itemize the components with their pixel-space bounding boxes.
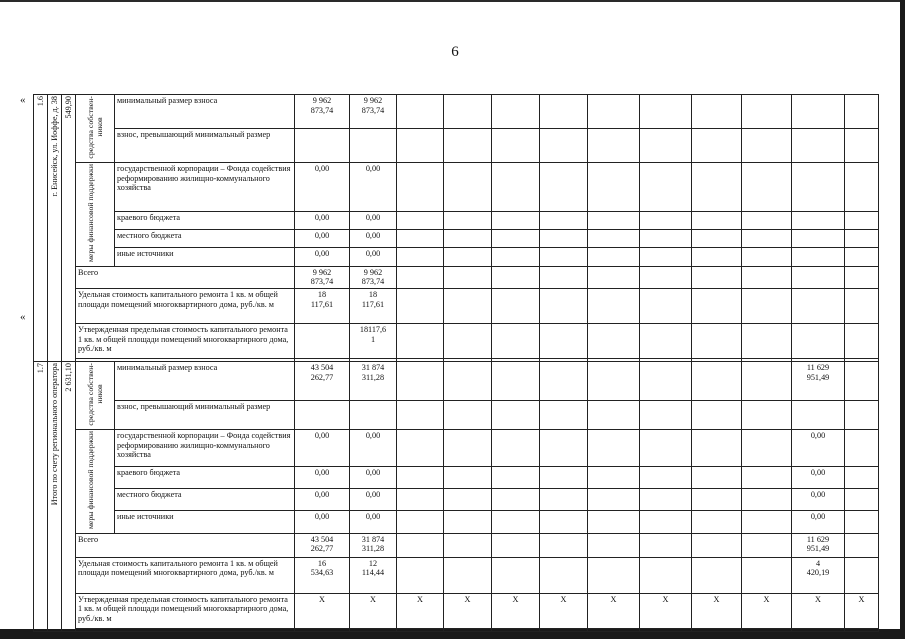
x-mark: X <box>588 593 640 628</box>
local-label: местного бюджета <box>115 489 295 511</box>
address-cell <box>48 95 62 362</box>
value-cell: 9 962 873,74 <box>350 266 397 288</box>
scan-top-edge <box>0 0 905 2</box>
total-label: Всего <box>76 533 295 557</box>
table-row <box>34 248 879 266</box>
min-fee-label: минимальный размер взноса <box>115 95 295 129</box>
value-cell: 18 117,61 <box>350 289 397 324</box>
value-cell: 0,00 <box>350 430 397 467</box>
table-row <box>34 129 879 163</box>
scan-right-edge <box>900 0 905 639</box>
address: г. Енисейск, ул. Иоффе, д. 38 <box>50 96 59 197</box>
value-cell: 0,00 <box>350 511 397 533</box>
table-row <box>34 362 879 401</box>
table-row <box>34 211 879 229</box>
address: Итого по счету регионального оператора <box>50 363 59 506</box>
local-label: местного бюджета <box>115 229 295 247</box>
quote-mark-1: « <box>20 94 26 106</box>
value-cell: 0,00 <box>350 229 397 247</box>
fund-label: государственной корпорации – Фонда содействия реформированию жилищно-коммунального хозяйства <box>115 430 295 467</box>
owners-funds-label: средства собствен- ников <box>86 363 104 426</box>
x-mark: X <box>295 593 350 628</box>
table-row <box>34 430 879 467</box>
value-cell: 0,00 <box>295 229 350 247</box>
quote-mark-2: « <box>20 311 26 323</box>
value-cell: 43 504 262,77 <box>295 533 350 557</box>
value-cell: 4 420,19 <box>792 557 845 593</box>
support-label: меры финансовой поддержки <box>86 164 95 263</box>
area: 549,90 <box>64 96 73 119</box>
x-mark: X <box>397 593 444 628</box>
value-cell: 31 874 311,28 <box>350 362 397 401</box>
value-cell: 0,00 <box>350 466 397 488</box>
value-cell: 9 962 873,74 <box>350 95 397 129</box>
table-row <box>34 401 879 430</box>
table-row <box>34 466 879 488</box>
value-cell: 43 504 262,77 <box>295 362 350 401</box>
owners-funds-label: средства собствен- ников <box>86 96 104 159</box>
repair-cost-table <box>33 94 879 632</box>
value-cell: 0,00 <box>295 163 350 211</box>
area-cell <box>62 362 76 632</box>
value-cell: 0,00 <box>792 511 845 533</box>
x-mark: X <box>444 593 492 628</box>
value-cell: 0,00 <box>350 211 397 229</box>
min-fee-label: минимальный размер взноса <box>115 362 295 401</box>
over-min-label: взнос, превышающий минимальный размер <box>115 129 295 163</box>
value-cell: 0,00 <box>295 466 350 488</box>
page-number: 6 <box>451 44 459 60</box>
other-label: иные источники <box>115 511 295 533</box>
row-number-cell <box>34 95 48 362</box>
regional-label: краевого бюджета <box>115 211 295 229</box>
x-mark: X <box>540 593 588 628</box>
row-number: 1.6 <box>36 96 45 107</box>
x-mark: X <box>350 593 397 628</box>
table-row <box>34 511 879 533</box>
value-cell: 12 114,44 <box>350 557 397 593</box>
table-row <box>34 557 879 593</box>
value-cell: 0,00 <box>792 489 845 511</box>
row-number: 1.7 <box>36 363 45 374</box>
area: 2 631,10 <box>64 363 73 392</box>
address-cell <box>48 362 62 632</box>
value-cell: 0,00 <box>792 466 845 488</box>
unit-cost-label: Удельная стоимость капитального ремонта 1 кв. м общей площади помещений многоквартирного дома, руб./кв. м <box>76 557 295 593</box>
x-mark: X <box>492 593 540 628</box>
regional-label: краевого бюджета <box>115 466 295 488</box>
table-row <box>34 266 879 288</box>
total-label: Всего <box>76 266 295 288</box>
owners-funds-cell <box>76 362 115 430</box>
value-cell: 0,00 <box>295 211 350 229</box>
value-cell: 18 117,61 <box>295 289 350 324</box>
x-mark: X <box>742 593 792 628</box>
value-cell: 0,00 <box>295 489 350 511</box>
table-row <box>34 289 879 324</box>
value-cell: 11 629 951,49 <box>792 533 845 557</box>
value-cell: 31 874 311,28 <box>350 533 397 557</box>
row-number-cell <box>34 362 48 632</box>
support-label: меры финансовой поддержки <box>86 431 95 530</box>
area-cell <box>62 95 76 362</box>
value-cell: 0,00 <box>350 163 397 211</box>
value-cell: 9 962 873,74 <box>295 95 350 129</box>
support-cell <box>76 163 115 267</box>
value-cell: 0,00 <box>295 430 350 467</box>
value-cell: 0,00 <box>350 489 397 511</box>
fund-label: государственной корпорации – Фонда содействия реформированию жилищно-коммунального хозяйства <box>115 163 295 211</box>
over-min-label: взнос, превышающий минимальный размер <box>115 401 295 430</box>
value-cell: 0,00 <box>295 248 350 266</box>
table-row <box>34 163 879 211</box>
table-row <box>34 229 879 247</box>
value-cell: 18117,6 1 <box>350 324 397 359</box>
table-row <box>34 533 879 557</box>
x-mark: X <box>845 593 879 628</box>
table-row <box>34 628 879 631</box>
other-label: иные источники <box>115 248 295 266</box>
value-cell: 9 962 873,74 <box>295 266 350 288</box>
value-cell: 0,00 <box>350 248 397 266</box>
x-mark: X <box>640 593 692 628</box>
table-row <box>34 95 879 129</box>
value-cell: 16 534,63 <box>295 557 350 593</box>
value-cell: 0,00 <box>295 511 350 533</box>
table-row <box>34 593 879 628</box>
x-mark: X <box>792 593 845 628</box>
limit-cost-label: Утвержденная предельная стоимость капитального ремонта 1 кв. м общей площади помещений многоквартирного дома, руб./кв. м <box>76 593 295 628</box>
limit-cost-label: Утвержденная предельная стоимость капитального ремонта 1 кв. м общей площади помещений многоквартирного дома, руб./кв. м <box>76 324 295 359</box>
value-cell: 11 629 951,49 <box>792 362 845 401</box>
owners-funds-cell <box>76 95 115 163</box>
table-row <box>34 324 879 359</box>
table-row <box>34 489 879 511</box>
unit-cost-label: Удельная стоимость капитального ремонта 1 кв. м общей площади помещений многоквартирного дома, руб./кв. м <box>76 289 295 324</box>
support-cell <box>76 430 115 534</box>
value-cell: 0,00 <box>792 430 845 467</box>
x-mark: X <box>692 593 742 628</box>
